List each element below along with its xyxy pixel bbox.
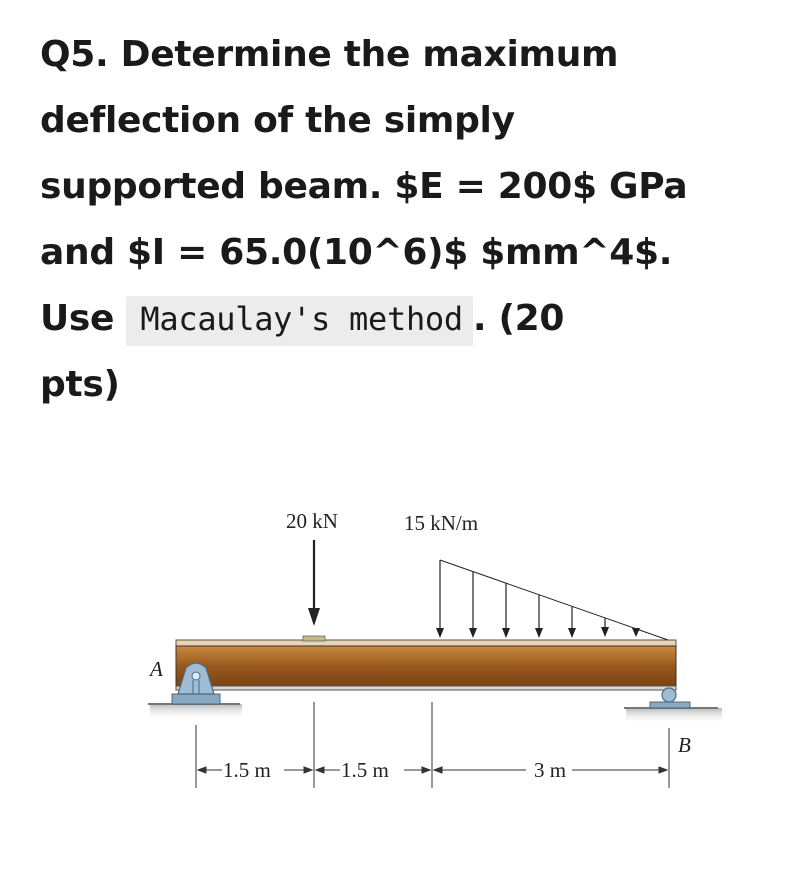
point-load-label: 20 kN	[286, 509, 338, 533]
distributed-load	[436, 560, 668, 640]
point-load-arrow	[308, 540, 320, 626]
question-line-3: supported beam. $E = 200$ GPa	[40, 166, 688, 207]
question-text	[40, 22, 760, 418]
question-line-2: deflection of the simply	[40, 100, 515, 141]
distributed-load-label: 15 kN/m	[404, 511, 479, 535]
dimension-label-3: 3 m	[534, 758, 567, 782]
beam	[176, 636, 676, 690]
support-a-label: A	[150, 657, 163, 681]
dimension-label-1: 1.5 m	[223, 758, 271, 782]
beam-diagram	[0, 480, 787, 840]
question-line-4: and $I = 65.0(10^6)$ $mm^4$.	[40, 232, 673, 273]
support-b-label: B	[678, 733, 691, 757]
roller-support-b	[624, 688, 722, 724]
question-line-5	[40, 286, 760, 352]
dimension-label-2: 1.5 m	[341, 758, 389, 782]
question-line-5-suffix: . (20	[472, 298, 565, 339]
question-line-1: Q5. Determine the maximum	[40, 34, 619, 75]
question-line-5-prefix: Use	[40, 298, 127, 339]
question-line-6: pts)	[40, 364, 120, 405]
inline-code-method: Macaulay's method	[126, 296, 472, 346]
